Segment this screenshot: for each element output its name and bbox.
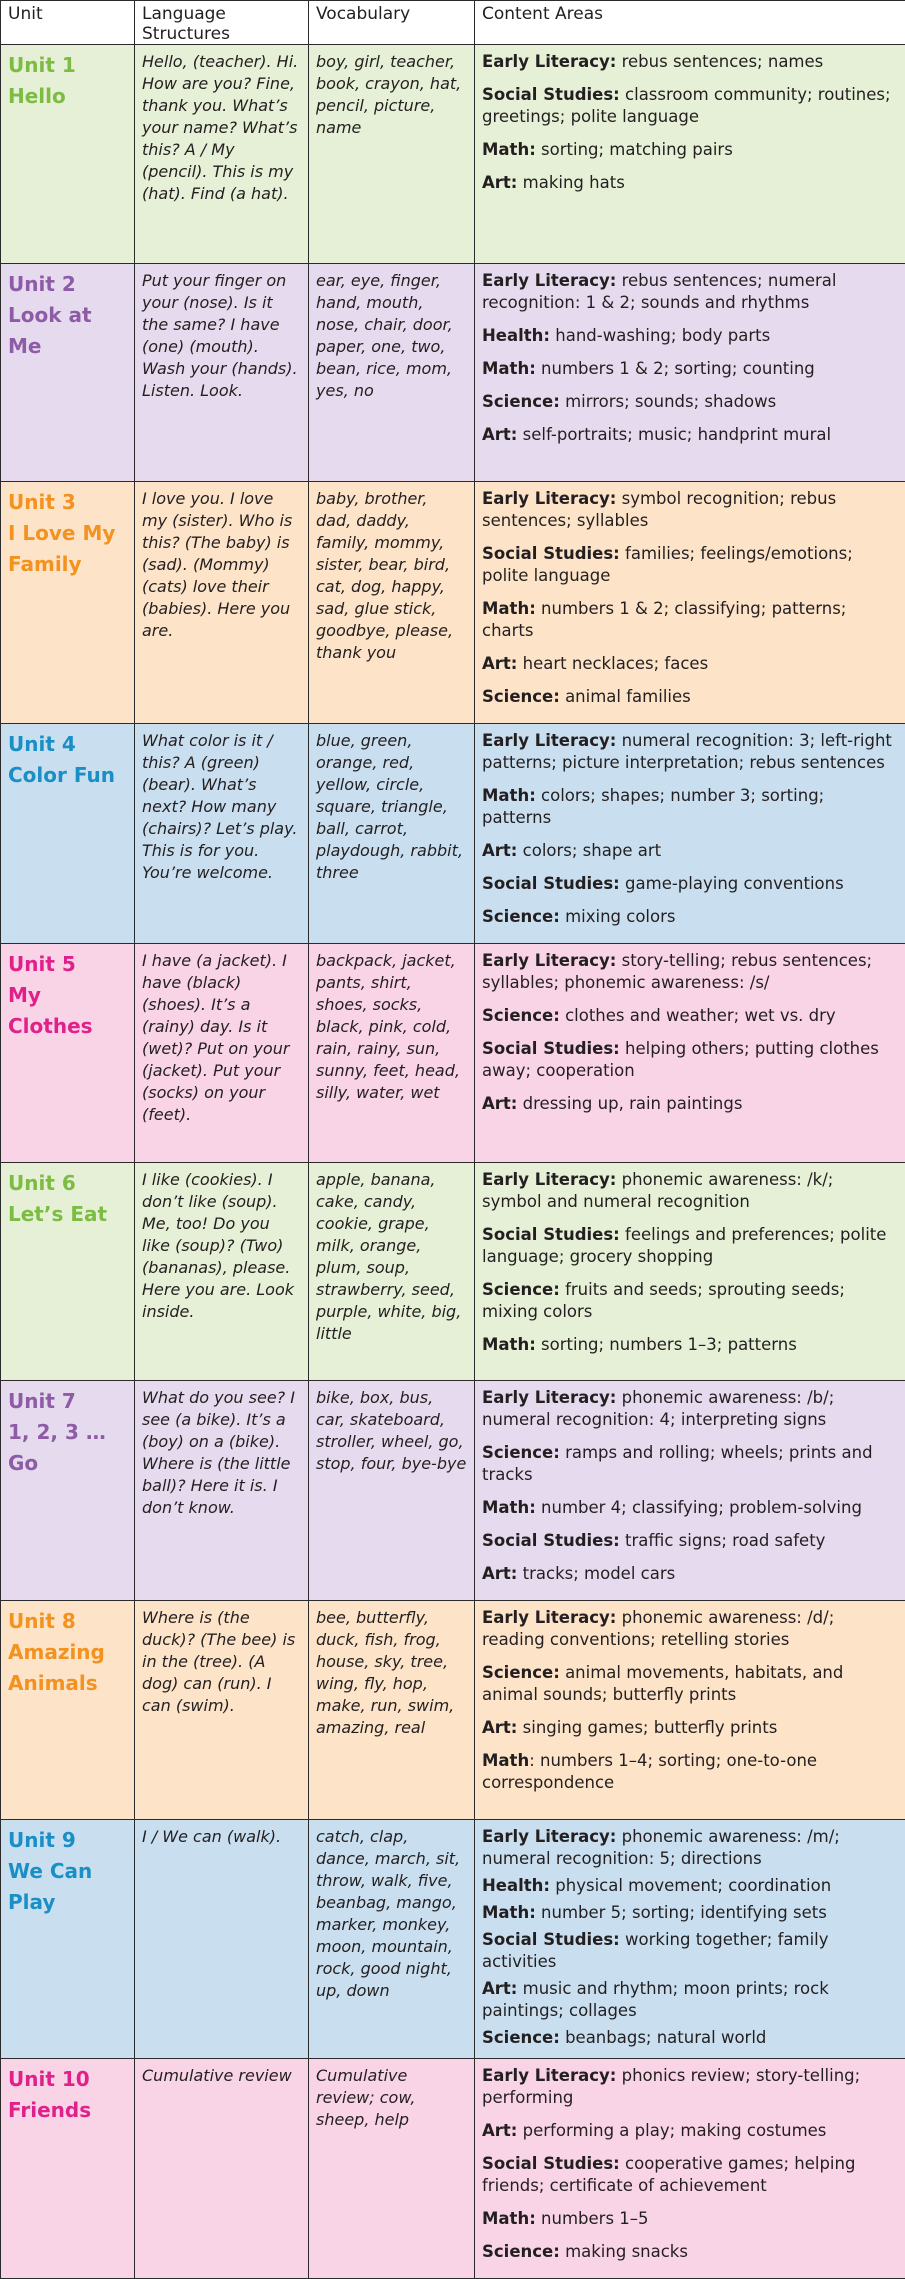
- content-area-item: [482, 1530, 898, 1552]
- content-area-text: physical movement; coordination: [550, 1876, 831, 1895]
- unit-number: Unit 6: [8, 1168, 127, 1199]
- content-area-label: Early Literacy:: [482, 1170, 616, 1189]
- content-area-item: [482, 1224, 898, 1268]
- content-area-item: [482, 488, 898, 532]
- vocabulary-text: bike, box, bus, car, skateboard, stroller, wheel, go, stop, four, bye-bye: [316, 1387, 467, 1475]
- vocabulary-text: apple, banana, cake, candy, cookie, grape, milk, orange, plum, soup, strawberry, seed, purple, white, big, little: [316, 1169, 467, 1345]
- content-area-item: [482, 1497, 898, 1519]
- unit-number: Unit 2: [8, 269, 127, 300]
- content-area-item: [482, 358, 898, 380]
- content-area-item: [482, 1279, 898, 1323]
- content-area-label: Early Literacy:: [482, 1827, 616, 1846]
- vocabulary-text: ear, eye, finger, hand, mouth, nose, chair, door, paper, one, two, bean, rice, mom, yes, no: [316, 270, 467, 402]
- table-row: [1, 724, 905, 944]
- unit-title: Let’s Eat: [8, 1199, 127, 1230]
- vocabulary-text: blue, green, orange, red, yellow, circle, square, triangle, ball, carrot, playdough, rabbit, three: [316, 730, 467, 884]
- content-areas-cell: [475, 944, 905, 1163]
- content-area-item: [482, 139, 898, 161]
- content-area-item: [482, 906, 898, 928]
- language-structures-cell: [135, 263, 309, 482]
- content-area-text: phonics review; story-telling; performing: [482, 2066, 860, 2107]
- content-area-item: [482, 2153, 898, 2197]
- content-area-text: symbol recognition; rebus sentences; syllables: [482, 489, 836, 530]
- content-area-item: [482, 1563, 898, 1585]
- content-area-text: colors; shapes; number 3; sorting; patterns: [482, 786, 824, 827]
- content-area-item: [482, 653, 898, 675]
- content-area-text: singing games; butterfly prints: [517, 1718, 777, 1737]
- vocabulary-cell: [309, 263, 475, 482]
- language-structures-cell: [135, 944, 309, 1163]
- language-structures-text: I / We can (walk).: [142, 1826, 301, 1848]
- language-structures-cell: [135, 1601, 309, 1820]
- content-area-text: phonemic awareness: /k/; symbol and numeral recognition: [482, 1170, 833, 1211]
- content-area-text: phonemic awareness: /m/; numeral recognition: 5; directions: [482, 1827, 840, 1868]
- content-area-item: [482, 1717, 898, 1739]
- content-area-label: Art:: [482, 173, 517, 192]
- content-area-item: [482, 51, 898, 73]
- content-areas-cell: [475, 1162, 905, 1381]
- content-area-item: [482, 1875, 898, 1897]
- content-areas-cell: [475, 263, 905, 482]
- content-area-text: cooperative games; helping friends; certificate of achievement: [482, 2154, 855, 2195]
- content-areas-cell: [475, 2058, 905, 2278]
- content-area-label: Science:: [482, 687, 560, 706]
- content-area-label: Social Studies:: [482, 874, 620, 893]
- unit-number: Unit 4: [8, 729, 127, 760]
- content-area-label: Art:: [482, 654, 517, 673]
- unit-cell: [1, 944, 135, 1163]
- content-area-label: Math:: [482, 599, 536, 618]
- unit-number: Unit 8: [8, 1606, 127, 1637]
- language-structures-cell: [135, 1162, 309, 1381]
- unit-cell: [1, 2058, 135, 2278]
- unit-cell: [1, 263, 135, 482]
- content-area-label: Science:: [482, 1663, 560, 1682]
- content-areas-cell: [475, 724, 905, 944]
- table-row: [1, 944, 905, 1163]
- content-area-text: rebus sentences; numeral recognition: 1 & 2; sounds and rhythms: [482, 271, 836, 312]
- content-area-item: [482, 1442, 898, 1486]
- content-area-text: number 5; sorting; identifying sets: [536, 1903, 827, 1922]
- content-area-label: Math:: [482, 140, 536, 159]
- vocabulary-cell: [309, 1381, 475, 1601]
- vocabulary-text: boy, girl, teacher, book, crayon, hat, pencil, picture, name: [316, 51, 467, 139]
- content-area-text: helping others; putting clothes away; cooperation: [482, 1039, 879, 1080]
- content-area-label: Art:: [482, 2121, 517, 2140]
- header-row: [1, 1, 905, 45]
- content-area-text: dressing up, rain paintings: [517, 1094, 742, 1113]
- content-area-text: game-playing conventions: [620, 874, 844, 893]
- unit-cell: [1, 45, 135, 264]
- content-areas-cell: [475, 1819, 905, 2058]
- language-structures-cell: [135, 724, 309, 944]
- content-area-text: working together; family activities: [482, 1930, 829, 1971]
- content-area-text: sorting; matching pairs: [536, 140, 733, 159]
- content-area-item: [482, 1826, 898, 1870]
- content-area-label: Art:: [482, 1718, 517, 1737]
- table-row: [1, 263, 905, 482]
- content-area-item: [482, 2065, 898, 2109]
- content-area-label: Science:: [482, 392, 560, 411]
- vocabulary-text: catch, clap, dance, march, sit, throw, walk, five, beanbag, mango, marker, monkey, moon, mountain, rock, good night, up, down: [316, 1826, 467, 2002]
- header-language-structures: Language Structures: [135, 1, 309, 45]
- unit-cell: [1, 1601, 135, 1820]
- content-area-item: [482, 785, 898, 829]
- content-area-item: [482, 1750, 898, 1794]
- content-areas-cell: [475, 1601, 905, 1820]
- content-area-item: [482, 950, 898, 994]
- content-area-item: [482, 2208, 898, 2230]
- unit-number: Unit 3: [8, 487, 127, 518]
- content-area-item: [482, 730, 898, 774]
- content-area-label: Math:: [482, 1498, 536, 1517]
- unit-title: Friends: [8, 2095, 127, 2126]
- language-structures-text: I have (a jacket). I have (black) (shoes). It’s a (rainy) day. Is it (wet)? Put on your (jacket). Put your (socks) on your (feet).: [142, 950, 301, 1126]
- content-area-text: phonemic awareness: /b/; numeral recognition: 4; interpreting signs: [482, 1388, 834, 1429]
- header-content-areas: Content Areas: [475, 1, 905, 45]
- language-structures-cell: [135, 482, 309, 724]
- unit-title: Amazing Animals: [8, 1637, 127, 1699]
- unit-cell: [1, 724, 135, 944]
- content-area-text: making hats: [517, 173, 624, 192]
- content-area-item: [482, 873, 898, 895]
- content-area-label: Art:: [482, 1564, 517, 1583]
- unit-cell: [1, 1819, 135, 2058]
- unit-cell: [1, 1381, 135, 1601]
- content-area-text: : numbers 1–4; sorting; one-to-one correspondence: [482, 1751, 817, 1792]
- vocabulary-cell: [309, 1819, 475, 2058]
- vocabulary-text: baby, brother, dad, daddy, family, mommy, sister, bear, bird, cat, dog, happy, sad, glue stick, goodbye, please, thank you: [316, 488, 467, 664]
- unit-number: Unit 1: [8, 50, 127, 81]
- content-area-item: [482, 686, 898, 708]
- unit-title: Look at Me: [8, 300, 127, 362]
- content-area-item: [482, 2027, 898, 2049]
- content-area-text: number 4; classifying; problem-solving: [536, 1498, 862, 1517]
- content-area-text: mixing colors: [560, 907, 676, 926]
- unit-number: Unit 7: [8, 1386, 127, 1417]
- content-area-text: numeral recognition: 3; left-right patterns; picture interpretation; rebus sentences: [482, 731, 892, 772]
- content-area-label: Social Studies:: [482, 1039, 620, 1058]
- content-area-label: Art:: [482, 425, 517, 444]
- language-structures-text: What do you see? I see (a bike). It’s a (boy) on a (bike). Where is (the little ball)? Here it is. I don’t know.: [142, 1387, 301, 1519]
- unit-title: Hello: [8, 81, 127, 112]
- content-area-label: Social Studies:: [482, 544, 620, 563]
- table-row: [1, 45, 905, 264]
- content-area-item: [482, 325, 898, 347]
- vocabulary-cell: [309, 1601, 475, 1820]
- unit-title: I Love My Family: [8, 518, 127, 580]
- vocabulary-cell: [309, 1162, 475, 1381]
- language-structures-text: Cumulative review: [142, 2065, 301, 2087]
- content-area-label: Math: [482, 1751, 529, 1770]
- content-area-label: Early Literacy:: [482, 1608, 616, 1627]
- table-row: [1, 2058, 905, 2278]
- unit-title: My Clothes: [8, 980, 127, 1042]
- vocabulary-cell: [309, 482, 475, 724]
- content-area-text: numbers 1 & 2; classifying; patterns; charts: [482, 599, 846, 640]
- content-area-text: animal families: [560, 687, 691, 706]
- content-area-text: traffic signs; road safety: [620, 1531, 826, 1550]
- unit-title: Color Fun: [8, 760, 127, 791]
- content-area-text: animal movements, habitats, and animal sounds; butterfly prints: [482, 1663, 843, 1704]
- language-structures-text: Where is (the duck)? (The bee) is in the (tree). (A dog) can (run). I can (swim).: [142, 1607, 301, 1717]
- content-area-label: Math:: [482, 2209, 536, 2228]
- header-vocabulary: Vocabulary: [309, 1, 475, 45]
- content-area-label: Social Studies:: [482, 2154, 620, 2173]
- content-area-text: making snacks: [560, 2242, 688, 2261]
- unit-title: 1, 2, 3 … Go: [8, 1417, 127, 1479]
- vocabulary-text: bee, butterfly, duck, fish, frog, house, sky, tree, wing, fly, hop, make, run, swim, amazing, real: [316, 1607, 467, 1739]
- content-area-label: Social Studies:: [482, 1531, 620, 1550]
- content-area-item: [482, 1169, 898, 1213]
- content-area-text: feelings and preferences; polite language; grocery shopping: [482, 1225, 886, 1266]
- content-area-item: [482, 598, 898, 642]
- content-area-item: [482, 1929, 898, 1973]
- vocabulary-text: Cumulative review; cow, sheep, help: [316, 2065, 467, 2131]
- content-area-label: Social Studies:: [482, 1930, 620, 1949]
- unit-number: Unit 9: [8, 1825, 127, 1856]
- language-structures-cell: [135, 1381, 309, 1601]
- content-area-label: Health:: [482, 326, 550, 345]
- content-area-label: Math:: [482, 359, 536, 378]
- unit-title: We Can Play: [8, 1856, 127, 1918]
- unit-cell: [1, 1162, 135, 1381]
- content-areas-cell: [475, 1381, 905, 1601]
- content-area-item: [482, 1662, 898, 1706]
- content-area-label: Early Literacy:: [482, 271, 616, 290]
- content-area-label: Math:: [482, 786, 536, 805]
- content-areas-cell: [475, 45, 905, 264]
- content-area-label: Early Literacy:: [482, 731, 616, 750]
- content-area-label: Science:: [482, 2028, 560, 2047]
- content-area-label: Art:: [482, 841, 517, 860]
- table-row: [1, 1162, 905, 1381]
- table-row: [1, 1819, 905, 2058]
- content-area-text: rebus sentences; names: [616, 52, 823, 71]
- content-area-label: Early Literacy:: [482, 1388, 616, 1407]
- content-area-item: [482, 2120, 898, 2142]
- content-area-label: Science:: [482, 1006, 560, 1025]
- content-area-text: hand-washing; body parts: [550, 326, 770, 345]
- content-areas-cell: [475, 482, 905, 724]
- content-area-text: self-portraits; music; handprint mural: [517, 425, 831, 444]
- unit-number: Unit 5: [8, 949, 127, 980]
- content-area-text: mirrors; sounds; shadows: [560, 392, 776, 411]
- content-area-text: clothes and weather; wet vs. dry: [560, 1006, 836, 1025]
- content-area-text: numbers 1 & 2; sorting; counting: [536, 359, 815, 378]
- content-area-label: Social Studies:: [482, 85, 620, 104]
- unit-number: Unit 10: [8, 2064, 127, 2095]
- content-area-item: [482, 1607, 898, 1651]
- table-row: [1, 482, 905, 724]
- content-area-text: heart necklaces; faces: [517, 654, 708, 673]
- header-unit: Unit: [1, 1, 135, 45]
- content-area-label: Science:: [482, 1443, 560, 1462]
- content-area-item: [482, 424, 898, 446]
- content-area-text: tracks; model cars: [517, 1564, 675, 1583]
- content-area-item: [482, 1093, 898, 1115]
- language-structures-text: Put your finger on your (nose). Is it the same? I have (one) (mouth). Wash your (hands). Listen. Look.: [142, 270, 301, 402]
- content-area-item: [482, 1978, 898, 2022]
- content-area-item: [482, 1005, 898, 1027]
- content-area-text: performing a play; making costumes: [517, 2121, 826, 2140]
- content-area-item: [482, 391, 898, 413]
- content-area-label: Science:: [482, 2242, 560, 2261]
- content-area-text: story-telling; rebus sentences; syllables; phonemic awareness: /s/: [482, 951, 872, 992]
- content-area-item: [482, 270, 898, 314]
- content-area-item: [482, 1902, 898, 1924]
- language-structures-cell: [135, 2058, 309, 2278]
- table-body: [1, 45, 905, 2279]
- content-area-label: Math:: [482, 1335, 536, 1354]
- content-area-item: [482, 2241, 898, 2263]
- content-area-item: [482, 840, 898, 862]
- content-area-label: Early Literacy:: [482, 951, 616, 970]
- table-row: [1, 1381, 905, 1601]
- language-structures-text: Hello, (teacher). Hi. How are you? Fine, thank you. What’s your name? What’s this? A / My (pencil). This is my (hat). Find (a hat).: [142, 51, 301, 205]
- unit-cell: [1, 482, 135, 724]
- content-area-text: sorting; numbers 1–3; patterns: [536, 1335, 797, 1354]
- content-area-item: [482, 1038, 898, 1082]
- content-area-text: phonemic awareness: /d/; reading conventions; retelling stories: [482, 1608, 834, 1649]
- content-area-text: numbers 1–5: [536, 2209, 649, 2228]
- language-structures-cell: [135, 45, 309, 264]
- content-area-item: [482, 543, 898, 587]
- content-area-text: music and rhythm; moon prints; rock paintings; collages: [482, 1979, 829, 2020]
- language-structures-cell: [135, 1819, 309, 2058]
- vocabulary-cell: [309, 2058, 475, 2278]
- content-area-label: Math:: [482, 1903, 536, 1922]
- content-area-text: families; feelings/emotions; polite language: [482, 544, 853, 585]
- content-area-item: [482, 84, 898, 128]
- vocabulary-cell: [309, 724, 475, 944]
- language-structures-text: What color is it / this? A (green) (bear). What’s next? How many (chairs)? Let’s play. This is for you. You’re welcome.: [142, 730, 301, 884]
- content-area-label: Art:: [482, 1979, 517, 1998]
- content-area-text: colors; shape art: [517, 841, 661, 860]
- content-area-text: classroom community; routines; greetings; polite language: [482, 85, 891, 126]
- content-area-item: [482, 1387, 898, 1431]
- content-area-label: Early Literacy:: [482, 52, 616, 71]
- content-area-text: beanbags; natural world: [560, 2028, 767, 2047]
- vocabulary-cell: [309, 45, 475, 264]
- content-area-label: Science:: [482, 907, 560, 926]
- content-area-text: fruits and seeds; sprouting seeds; mixing colors: [482, 1280, 845, 1321]
- content-area-label: Art:: [482, 1094, 517, 1113]
- language-structures-text: I love you. I love my (sister). Who is this? (The baby) is (sad). (Mommy) (cats) love their (babies). Here you are.: [142, 488, 301, 642]
- content-area-text: ramps and rolling; wheels; prints and tracks: [482, 1443, 873, 1484]
- table-row: [1, 1601, 905, 1820]
- content-area-label: Health:: [482, 1876, 550, 1895]
- content-area-item: [482, 1334, 898, 1356]
- vocabulary-cell: [309, 944, 475, 1163]
- language-structures-text: I like (cookies). I don’t like (soup). Me, too! Do you like (soup)? (Two) (bananas), please. Here you are. Look inside.: [142, 1169, 301, 1323]
- content-area-label: Early Literacy:: [482, 2066, 616, 2085]
- content-area-label: Early Literacy:: [482, 489, 616, 508]
- content-area-label: Science:: [482, 1280, 560, 1299]
- content-area-label: Social Studies:: [482, 1225, 620, 1244]
- content-area-item: [482, 172, 898, 194]
- vocabulary-text: backpack, jacket, pants, shirt, shoes, socks, black, pink, cold, rain, rainy, sun, sunny, feet, head, silly, water, wet: [316, 950, 467, 1104]
